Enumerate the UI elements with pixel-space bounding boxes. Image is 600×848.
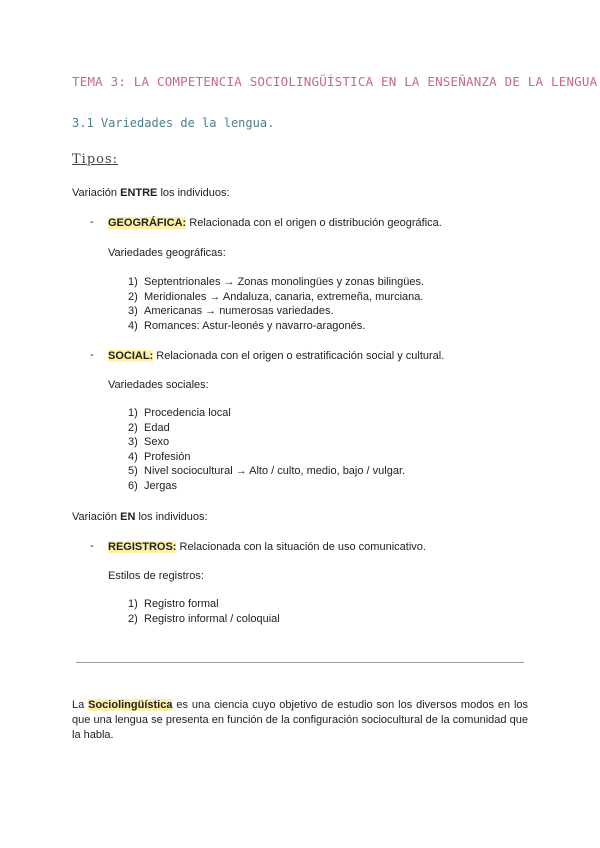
list-item: 1) Registro formal xyxy=(128,598,219,610)
paragraph-pre: La xyxy=(72,699,89,711)
definition-paragraph xyxy=(72,698,528,743)
geografica-text: Relacionada con el origen o distribución geográfica. xyxy=(186,217,442,229)
list-item: 3) Sexo xyxy=(128,436,170,449)
list-item: 2) Meridionales → Andaluza, canaria, extremeña, murciana. xyxy=(128,290,424,303)
list-item: 1) Septentrionales → Zonas monolingües y zonas bilingües. xyxy=(128,276,425,288)
list-item: 6) Jergas xyxy=(128,479,178,492)
geografica-subheading: Variedades geográficas: xyxy=(108,247,226,259)
list-number: 1) xyxy=(128,598,138,610)
list-number: 3) xyxy=(128,305,138,318)
social-subheading: Variedades sociales: xyxy=(108,379,209,391)
en-pre: Variación xyxy=(72,511,121,523)
social-line xyxy=(108,349,444,363)
social-label: SOCIAL: xyxy=(108,350,154,362)
section-subtitle: 3.1 Variedades de la lengua. xyxy=(72,116,275,130)
list-item: 4) Romances: Astur-leonés y navarro-aragonés. xyxy=(128,319,366,332)
geografica-label: GEOGRÁFICA: xyxy=(108,217,187,229)
entre-heading xyxy=(72,186,230,200)
tipos-heading: Tipos: xyxy=(72,152,119,167)
geografica-list xyxy=(128,275,424,333)
registros-label: REGISTROS: xyxy=(108,541,177,553)
list-item: 1) Procedencia local xyxy=(128,407,231,419)
en-bold: EN xyxy=(120,511,136,523)
list-item: 3) Americanas → numerosas variedades. xyxy=(128,305,334,318)
registros-text: Relacionada con la situación de uso comunicativo. xyxy=(176,541,426,553)
list-number: 3) xyxy=(128,436,138,449)
horizontal-divider xyxy=(76,662,524,663)
list-number: 2) xyxy=(128,612,138,625)
list-number: 6) xyxy=(128,479,138,492)
list-number: 4) xyxy=(128,319,138,332)
list-number: 2) xyxy=(128,421,138,434)
social-dash: - xyxy=(90,349,94,361)
registros-dash: - xyxy=(90,540,94,552)
list-number: 5) xyxy=(128,465,138,478)
entre-pre: Variación xyxy=(72,187,121,199)
list-number: 4) xyxy=(128,450,138,463)
registros-subheading: Estilos de registros: xyxy=(108,570,204,582)
paragraph-highlight: Sociolingüística xyxy=(88,699,173,711)
en-heading xyxy=(72,510,208,524)
registros-list xyxy=(128,597,280,626)
geografica-dash: - xyxy=(90,216,94,228)
list-item: 4) Profesión xyxy=(128,450,191,463)
list-item: 2) Edad xyxy=(128,421,170,434)
registros-line xyxy=(108,540,426,554)
list-number: 1) xyxy=(128,407,138,419)
paragraph-post: es una ciencia cuyo objetivo de estudio son los diversos modos en los que una lengua se presenta en función de la configuración sociocultural de la comunidad que la habla. xyxy=(72,699,529,741)
list-item: 5) Nivel sociocultural → Alto / culto, medio, bajo / vulgar. xyxy=(128,465,406,478)
list-number: 1) xyxy=(128,276,138,288)
geografica-line xyxy=(108,216,442,230)
list-item: 2) Registro informal / coloquial xyxy=(128,612,280,625)
social-list xyxy=(128,406,405,494)
list-number: 2) xyxy=(128,290,138,303)
en-post: los individuos: xyxy=(135,511,208,523)
social-text: Relacionada con el origen o estratificación social y cultural. xyxy=(153,350,445,362)
entre-bold: ENTRE xyxy=(120,187,158,199)
entre-post: los individuos: xyxy=(157,187,230,199)
document-title: TEMA 3: LA COMPETENCIA SOCIOLINGÜÍSTICA EN LA ENSEÑANZA DE LA LENGUA xyxy=(72,74,598,89)
